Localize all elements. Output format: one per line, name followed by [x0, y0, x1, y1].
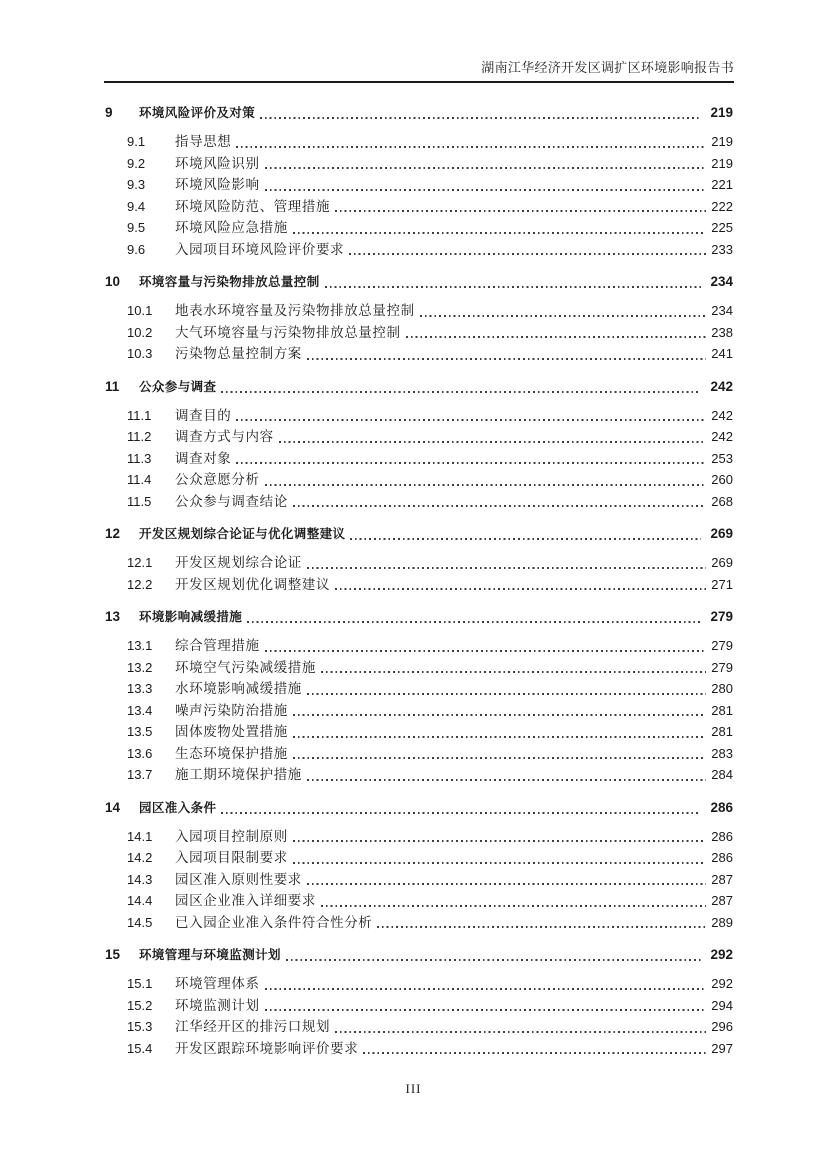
subsection-number: 15.3 [127, 1019, 153, 1034]
subsection-number: 13.7 [127, 767, 153, 782]
chapter-title: 环境影响减缓措施 [139, 610, 243, 624]
page-footer [0, 1080, 827, 1098]
subsection-page-number: 241 [711, 346, 733, 361]
chapter-title: 开发区规划综合论证与优化调整建议 [139, 527, 346, 541]
toc-subsection-entry [105, 700, 733, 722]
subsection-page-number: 279 [711, 659, 733, 675]
subsection-title: 大气环境容量与污染物排放总量控制 [175, 324, 401, 340]
dot-leader [307, 567, 706, 569]
dot-leader [236, 462, 706, 464]
subsection-title: 开发区跟踪环境影响评价要求 [175, 1040, 359, 1056]
subsection-page-number: 269 [711, 555, 733, 570]
toc-subsection-list [105, 131, 733, 260]
subsection-number: 13.5 [127, 724, 153, 739]
dot-leader [265, 650, 706, 652]
dot-leader [293, 505, 706, 507]
subsection-number: 15.2 [127, 997, 153, 1013]
subsection-title: 调查方式与内容 [175, 429, 274, 444]
subsection-page-number: 286 [711, 850, 733, 865]
subsection-page-number: 279 [711, 638, 733, 653]
dot-leader [279, 441, 706, 443]
toc-subsection-entry [105, 426, 733, 448]
toc-chapter-block [105, 523, 733, 595]
toc-subsection-list [105, 405, 733, 513]
toc-chapter-block [105, 376, 733, 513]
toc-chapter-entry [105, 606, 733, 628]
toc-subsection-list [105, 826, 733, 934]
subsection-page-number: 219 [711, 155, 733, 171]
toc-chapter-entry [105, 797, 733, 819]
dot-leader [265, 167, 706, 169]
subsection-title: 入园项目环境风险评价要求 [175, 241, 345, 257]
toc-subsection-entry [105, 847, 733, 869]
toc-subsection-entry [105, 300, 733, 322]
dot-leader [307, 693, 706, 695]
dot-leader [406, 336, 706, 338]
subsection-title: 水环境影响减缓措施 [175, 681, 302, 696]
toc-chapter-block [105, 944, 733, 1059]
subsection-title: 环境风险影响 [175, 177, 260, 192]
subsection-number: 9.5 [127, 220, 146, 235]
toc-subsection-entry [105, 448, 733, 470]
toc-subsection-entry [105, 1038, 733, 1060]
dot-leader [265, 1009, 706, 1011]
subsection-number: 11.2 [127, 429, 152, 444]
subsection-number: 11.3 [127, 450, 152, 466]
dot-leader [293, 232, 706, 234]
dot-leader [307, 883, 706, 885]
toc-subsection-entry [105, 239, 733, 261]
subsection-number: 10.1 [127, 303, 153, 318]
chapter-title: 环境管理与环境监测计划 [139, 948, 281, 962]
toc-subsection-entry [105, 491, 733, 513]
chapter-title: 园区准入条件 [139, 800, 217, 815]
toc-subsection-entry [105, 764, 733, 786]
subsection-title: 固体废物处置措施 [175, 724, 288, 739]
subsection-number: 13.2 [127, 659, 153, 675]
chapter-number: 11 [105, 378, 120, 394]
dot-leader [247, 621, 701, 623]
chapter-number: 14 [105, 799, 121, 815]
subsection-title: 入园项目控制原则 [175, 828, 288, 844]
toc-subsection-entry [105, 721, 733, 743]
dot-leader [325, 286, 701, 288]
toc-subsection-entry [105, 635, 733, 657]
subsection-number: 11.5 [127, 493, 152, 509]
subsection-number: 10.2 [127, 324, 153, 340]
subsection-number: 12.2 [127, 576, 153, 592]
subsection-page-number: 242 [711, 429, 733, 444]
toc-subsection-entry [105, 657, 733, 679]
chapter-number: 15 [105, 947, 121, 962]
toc-chapter-entry [105, 271, 733, 293]
subsection-number: 9.3 [127, 177, 146, 192]
subsection-page-number: 296 [711, 1019, 733, 1034]
subsection-title: 环境管理体系 [175, 976, 260, 991]
subsection-title: 公众意愿分析 [175, 472, 260, 487]
dot-leader [236, 419, 706, 421]
subsection-title: 园区企业准入详细要求 [175, 893, 316, 908]
toc-subsection-entry [105, 995, 733, 1017]
subsection-title: 入园项目限制要求 [175, 850, 288, 865]
subsection-title: 环境风险识别 [175, 155, 260, 171]
toc-subsection-entry [105, 131, 733, 153]
dot-leader [350, 538, 701, 540]
toc-subsection-entry [105, 973, 733, 995]
dot-leader [335, 210, 706, 212]
footer-page-number: III [405, 1081, 422, 1096]
toc-subsection-entry [105, 153, 733, 175]
subsection-title: 已入园企业准入条件符合性分析 [175, 914, 373, 930]
subsection-page-number: 281 [711, 702, 733, 718]
subsection-page-number: 219 [711, 134, 733, 149]
subsection-page-number: 297 [711, 1040, 733, 1056]
subsection-page-number: 287 [711, 893, 733, 908]
toc-subsection-entry [105, 1016, 733, 1038]
toc-chapter-entry [105, 102, 733, 124]
dot-leader [265, 988, 706, 990]
subsection-page-number: 234 [711, 303, 733, 318]
toc-subsection-list [105, 552, 733, 595]
subsection-number: 10.3 [127, 346, 153, 361]
toc-chapter-block [105, 271, 733, 365]
subsection-title: 环境风险应急措施 [175, 220, 288, 235]
dot-leader [293, 736, 706, 738]
dot-leader [293, 840, 706, 842]
toc-subsection-entry [105, 743, 733, 765]
header-title: 湖南江华经济开发区调扩区环境影响报告书 [481, 60, 734, 75]
dot-leader [236, 146, 706, 148]
toc-subsection-entry [105, 405, 733, 427]
chapter-title: 公众参与调查 [139, 379, 217, 394]
subsection-title: 综合管理措施 [175, 638, 260, 653]
toc-subsection-list [105, 300, 733, 365]
subsection-title: 环境空气污染减缓措施 [175, 659, 316, 675]
subsection-title: 环境风险防范、管理措施 [175, 198, 331, 214]
subsection-page-number: 289 [711, 914, 733, 930]
dot-leader [363, 1052, 706, 1054]
dot-leader [349, 253, 706, 255]
toc-subsection-entry [105, 574, 733, 596]
chapter-page-number: 292 [710, 947, 733, 962]
dot-leader [293, 757, 706, 759]
toc-subsection-entry [105, 869, 733, 891]
toc-subsection-list [105, 973, 733, 1059]
subsection-title: 开发区规划综合论证 [175, 555, 302, 570]
subsection-page-number: 253 [711, 450, 733, 466]
chapter-page-number: 269 [710, 526, 733, 541]
subsection-number: 12.1 [127, 555, 153, 570]
subsection-title: 调查目的 [175, 407, 232, 423]
subsection-number: 9.1 [127, 134, 146, 149]
toc-subsection-entry [105, 196, 733, 218]
toc-subsection-entry [105, 890, 733, 912]
subsection-number: 9.4 [127, 198, 146, 214]
chapter-page-number: 286 [710, 799, 733, 815]
subsection-number: 9.6 [127, 241, 146, 257]
chapter-title: 环境风险评价及对策 [139, 106, 256, 120]
subsection-number: 13.3 [127, 681, 153, 696]
subsection-number: 11.4 [127, 472, 152, 487]
subsection-title: 施工期环境保护措施 [175, 767, 302, 782]
subsection-page-number: 280 [711, 681, 733, 696]
subsection-page-number: 260 [711, 472, 733, 487]
subsection-page-number: 292 [711, 976, 733, 991]
subsection-page-number: 283 [711, 745, 733, 761]
dot-leader [265, 189, 706, 191]
subsection-title: 生态环境保护措施 [175, 745, 288, 761]
table-of-contents [105, 102, 733, 1059]
dot-leader [293, 862, 706, 864]
subsection-number: 13.4 [127, 702, 153, 718]
chapter-page-number: 219 [710, 105, 733, 120]
dot-leader [293, 714, 706, 716]
toc-subsection-entry [105, 322, 733, 344]
subsection-number: 13.1 [127, 638, 153, 653]
dot-leader [321, 671, 706, 673]
chapter-page-number: 279 [710, 609, 733, 624]
dot-leader [307, 779, 706, 781]
subsection-title: 环境监测计划 [175, 997, 260, 1013]
chapter-number: 13 [105, 609, 121, 624]
subsection-number: 14.5 [127, 914, 153, 930]
dot-leader [260, 117, 701, 119]
chapter-page-number: 234 [710, 274, 733, 289]
toc-subsection-entry [105, 174, 733, 196]
subsection-page-number: 242 [711, 407, 733, 423]
toc-chapter-entry [105, 944, 733, 966]
chapter-number: 9 [105, 105, 113, 120]
toc-subsection-entry [105, 912, 733, 934]
subsection-page-number: 284 [711, 767, 733, 782]
subsection-title: 指导思想 [175, 134, 232, 149]
toc-subsection-entry [105, 469, 733, 491]
subsection-title: 污染物总量控制方案 [175, 346, 302, 361]
subsection-title: 开发区规划优化调整建议 [175, 576, 331, 592]
subsection-number: 14.1 [127, 828, 153, 844]
subsection-title: 公众参与调查结论 [175, 493, 288, 509]
subsection-page-number: 271 [711, 576, 733, 592]
subsection-number: 14.4 [127, 893, 153, 908]
subsection-page-number: 281 [711, 724, 733, 739]
dot-leader [335, 1031, 706, 1033]
toc-subsection-entry [105, 678, 733, 700]
toc-chapter-block [105, 606, 733, 786]
subsection-page-number: 268 [711, 493, 733, 509]
toc-subsection-list [105, 635, 733, 786]
toc-subsection-entry [105, 826, 733, 848]
subsection-page-number: 233 [711, 241, 733, 257]
dot-leader [377, 926, 706, 928]
subsection-page-number: 222 [711, 198, 733, 214]
subsection-page-number: 238 [711, 324, 733, 340]
chapter-title: 环境容量与污染物排放总量控制 [139, 275, 320, 289]
subsection-title: 调查对象 [175, 450, 232, 466]
subsection-title: 江华经开区的排污口规划 [175, 1019, 331, 1034]
toc-subsection-entry [105, 343, 733, 365]
subsection-page-number: 225 [711, 220, 733, 235]
subsection-number: 15.4 [127, 1040, 153, 1056]
dot-leader [221, 391, 701, 393]
toc-chapter-block [105, 797, 733, 934]
subsection-number: 9.2 [127, 155, 146, 171]
toc-chapter-entry [105, 376, 733, 398]
toc-chapter-block [105, 102, 733, 260]
dot-leader [265, 484, 706, 486]
subsection-number: 11.1 [127, 407, 152, 423]
subsection-title: 噪声污染防治措施 [175, 702, 288, 718]
dot-leader [307, 358, 706, 360]
dot-leader [420, 315, 706, 317]
subsection-page-number: 294 [711, 997, 733, 1013]
subsection-page-number: 286 [711, 828, 733, 844]
subsection-page-number: 287 [711, 871, 733, 887]
toc-subsection-entry [105, 552, 733, 574]
dot-leader [286, 959, 701, 961]
chapter-number: 12 [105, 526, 121, 541]
subsection-number: 14.2 [127, 850, 153, 865]
dot-leader [221, 812, 701, 814]
subsection-title: 园区准入原则性要求 [175, 871, 302, 887]
chapter-number: 10 [105, 274, 121, 289]
subsection-number: 15.1 [127, 976, 153, 991]
subsection-page-number: 221 [711, 177, 733, 192]
subsection-number: 14.3 [127, 871, 153, 887]
subsection-title: 地表水环境容量及污染物排放总量控制 [175, 303, 415, 318]
toc-chapter-entry [105, 523, 733, 545]
chapter-page-number: 242 [710, 378, 733, 394]
toc-subsection-entry [105, 217, 733, 239]
subsection-number: 13.6 [127, 745, 153, 761]
dot-leader [335, 588, 706, 590]
page-header [104, 57, 734, 83]
dot-leader [321, 905, 706, 907]
